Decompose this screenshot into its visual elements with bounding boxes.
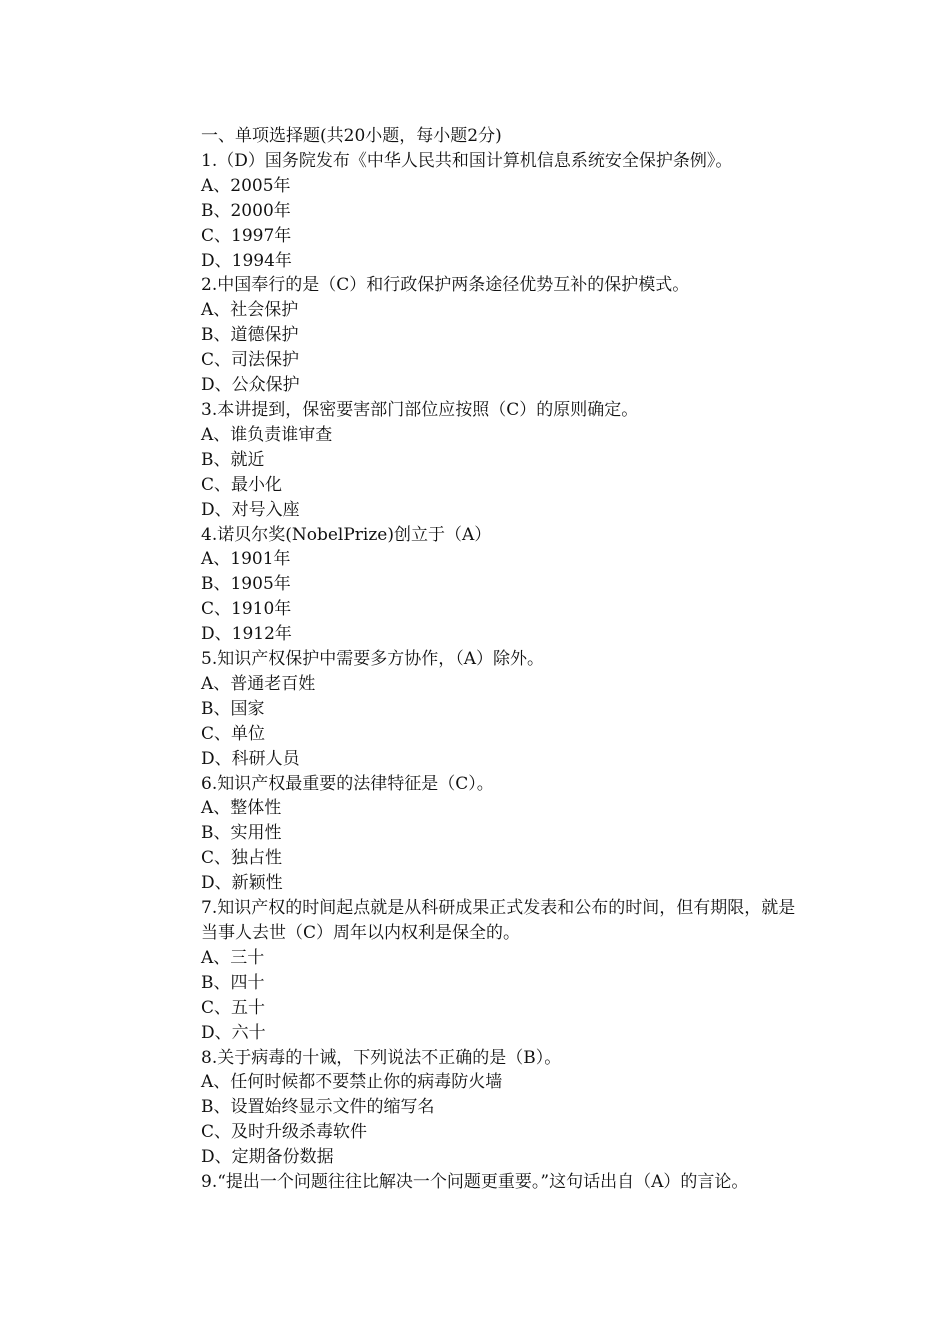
question-text: 1.（D）国务院发布《中华人民共和国计算机信息系统安全保护条例》。 xyxy=(201,150,733,171)
option-a: A、整体性 xyxy=(201,798,282,819)
option-a: A、1901年 xyxy=(201,549,291,570)
question-text: 3.本讲提到，保密要害部门部位应按照（C）的原则确定。 xyxy=(201,399,639,420)
option-c: C、司法保护 xyxy=(201,350,300,371)
option-b: B、国家 xyxy=(201,698,265,719)
option-a: A、社会保护 xyxy=(201,300,299,321)
option-d: D、对号入座 xyxy=(201,499,300,520)
question-7 xyxy=(201,896,811,1045)
option-c: C、独占性 xyxy=(201,848,283,869)
option-b: B、设置始终显示文件的缩写名 xyxy=(201,1097,435,1118)
option-d: D、1912年 xyxy=(201,624,292,645)
section-title: 一、单项选择题(共20小题，每小题2分) xyxy=(201,126,502,146)
option-b: B、就近 xyxy=(201,449,265,470)
question-text: 8.关于病毒的十诫，下列说法不正确的是（B）。 xyxy=(201,1047,562,1068)
question-text: 5.知识产权保护中需要多方协作，（A）除外。 xyxy=(201,649,544,670)
question-2 xyxy=(201,273,811,398)
option-b: B、道德保护 xyxy=(201,325,299,346)
question-text: 4.诺贝尔奖(NobelPrize)创立于（A） xyxy=(201,524,492,545)
option-d: D、定期备份数据 xyxy=(201,1147,334,1168)
question-1 xyxy=(201,149,811,274)
question-4 xyxy=(201,523,811,648)
option-c: C、及时升级杀毒软件 xyxy=(201,1122,368,1143)
question-8 xyxy=(201,1046,811,1171)
question-text: 2.中国奉行的是（C）和行政保护两条途径优势互补的保护模式。 xyxy=(201,275,690,296)
option-d: D、公众保护 xyxy=(201,375,300,396)
question-text: 9.“提出一个问题往往比解决一个问题更重要。”这句话出自（A）的言论。 xyxy=(201,1172,749,1193)
option-b: B、1905年 xyxy=(201,574,291,595)
option-a: A、普通老百姓 xyxy=(201,673,316,694)
option-d: D、1994年 xyxy=(201,250,292,271)
option-c: C、1997年 xyxy=(201,225,292,246)
option-a: A、2005年 xyxy=(201,175,291,196)
question-6 xyxy=(201,772,811,897)
option-b: B、实用性 xyxy=(201,823,282,844)
option-a: A、任何时候都不要禁止你的病毒防火墙 xyxy=(201,1072,503,1093)
question-5 xyxy=(201,647,811,772)
question-3 xyxy=(201,398,811,523)
option-c: C、五十 xyxy=(201,997,266,1018)
option-d: D、科研人员 xyxy=(201,748,300,769)
option-d: D、六十 xyxy=(201,1022,266,1043)
option-d: D、新颖性 xyxy=(201,873,283,894)
option-c: C、单位 xyxy=(201,723,266,744)
question-text: 6.知识产权最重要的法律特征是（C）。 xyxy=(201,773,494,794)
question-text: 7.知识产权的时间起点就是从科研成果正式发表和公布的时间，但有期限，就是当事人去世（C）周年以内权利是保全的。 xyxy=(201,898,796,943)
option-c: C、1910年 xyxy=(201,599,292,620)
document-page xyxy=(201,124,811,1195)
option-c: C、最小化 xyxy=(201,474,283,495)
option-b: B、2000年 xyxy=(201,200,291,221)
option-a: A、谁负责谁审查 xyxy=(201,424,333,445)
option-b: B、四十 xyxy=(201,972,265,993)
question-9 xyxy=(201,1170,811,1195)
option-a: A、三十 xyxy=(201,947,265,968)
